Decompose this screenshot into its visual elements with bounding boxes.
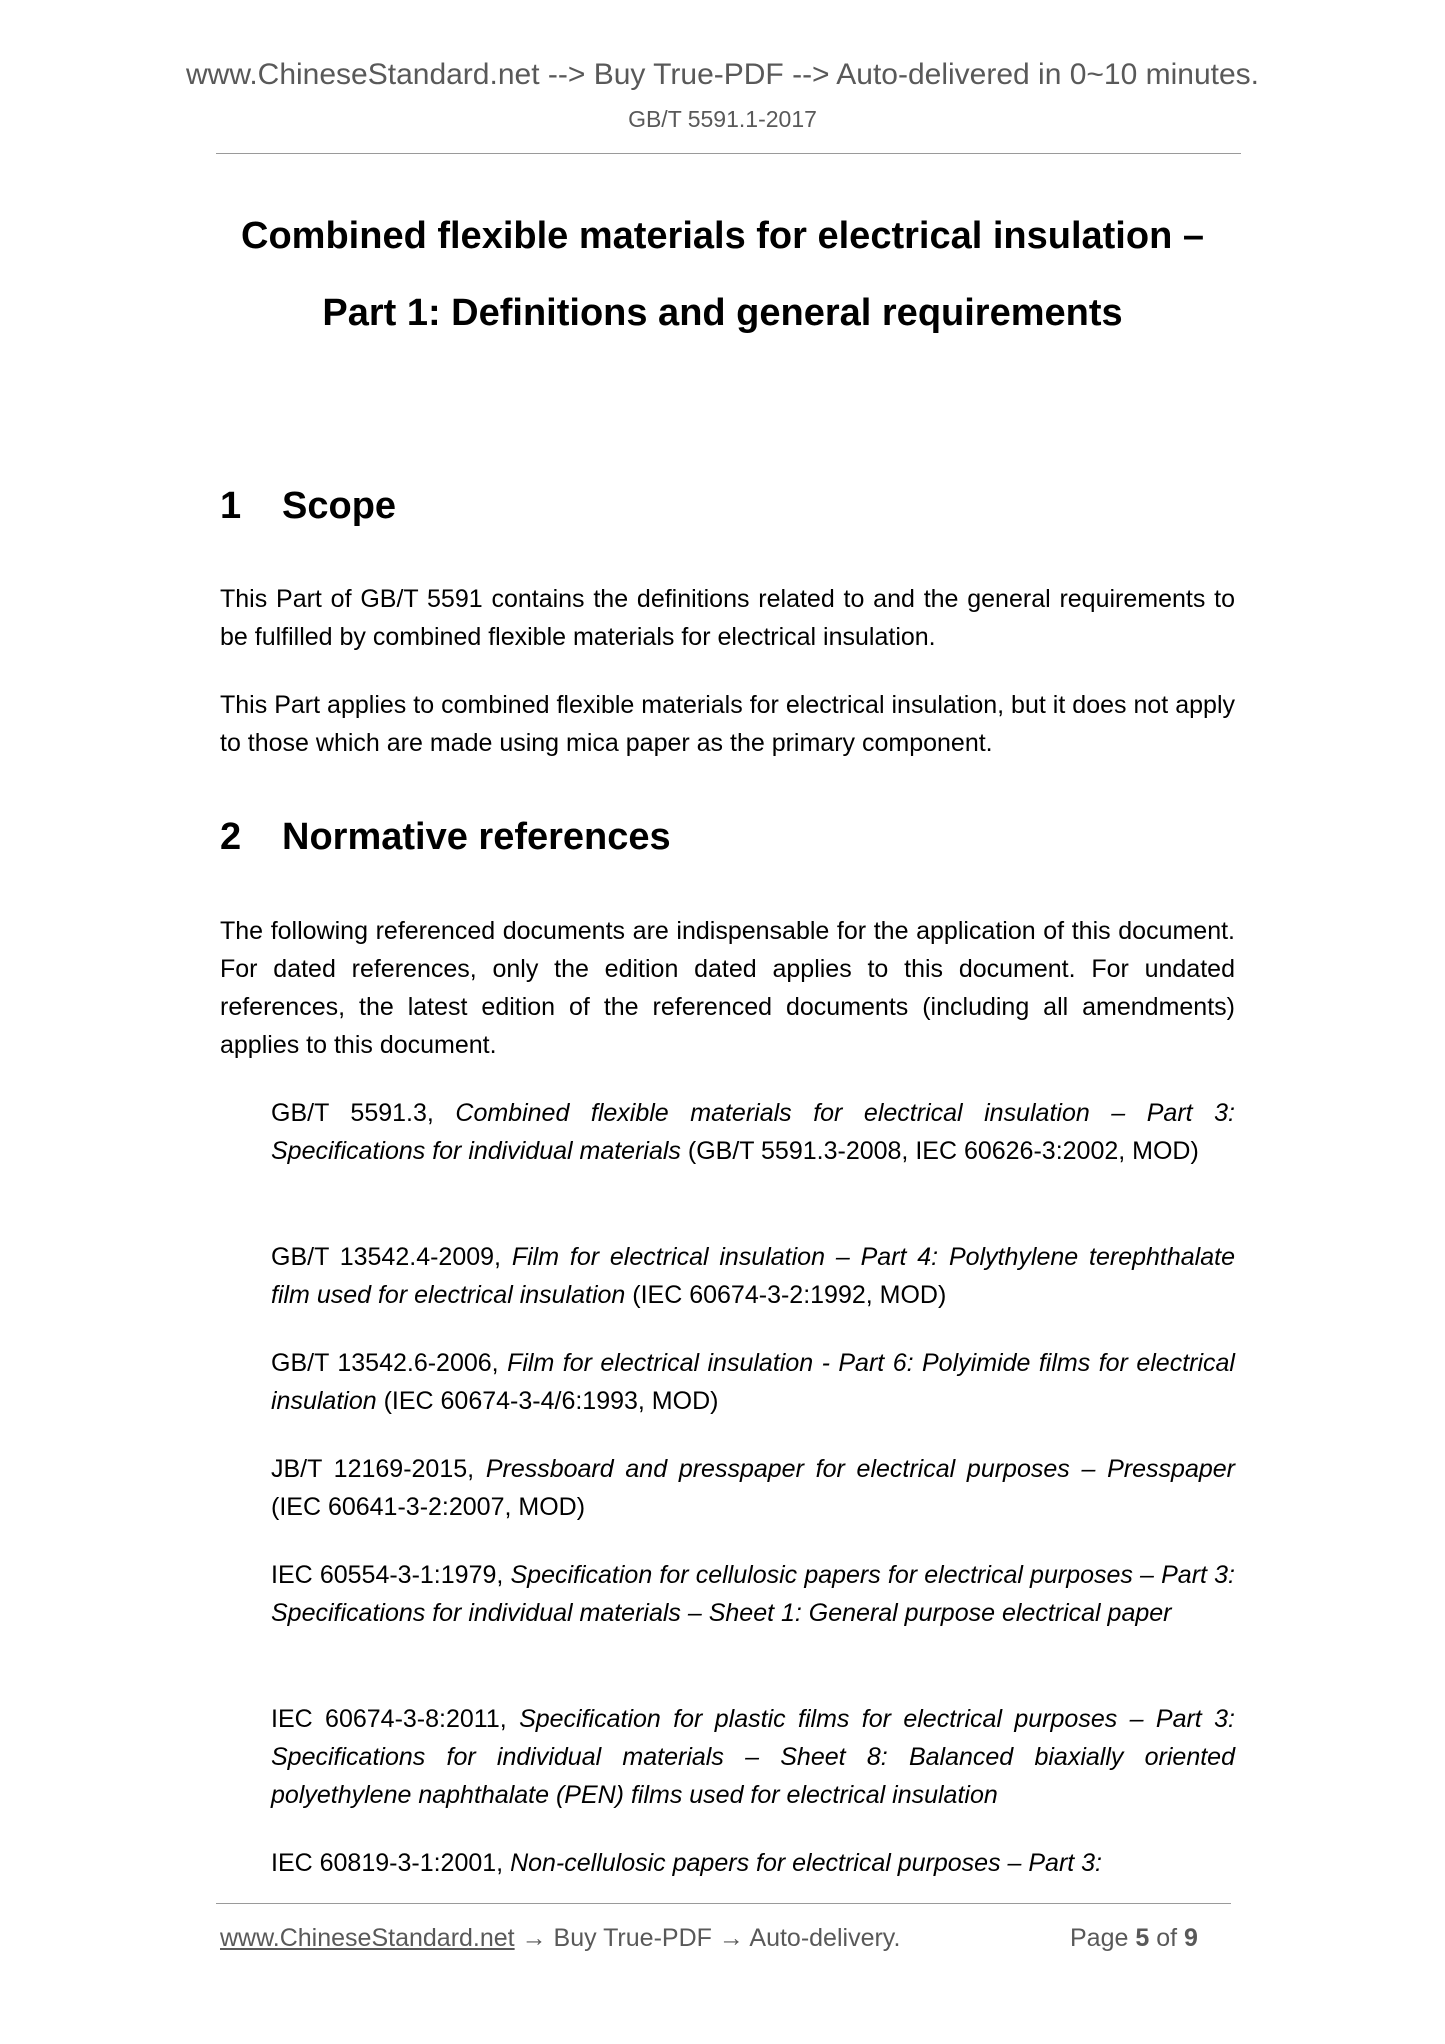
- section-heading-normative-references: [220, 816, 671, 859]
- reference-item: [271, 1556, 1235, 1632]
- header-divider: [216, 153, 1241, 154]
- reference-code: GB/T 5591.3,: [271, 1099, 456, 1127]
- reference-code: IEC 60674-3-8:2011,: [271, 1705, 520, 1733]
- page-label: Page: [1070, 1924, 1136, 1952]
- reference-title: Specification for plastic films for electrical purposes – Part 3: Specifications for individual materials – Sheet 8: Balanced biaxially oriented polyethylene naphthalate (PEN) films used for electrical insulation: [271, 1705, 1235, 1809]
- page-current: 5: [1135, 1924, 1150, 1952]
- section-title: Scope: [282, 485, 397, 527]
- reference-note: (IEC 60641-3-2:2007, MOD): [271, 1493, 586, 1521]
- reference-code: IEC 60819-3-1:2001,: [271, 1849, 511, 1877]
- header-banner: www.ChineseStandard.net --> Buy True-PDF --> Auto-delivered in 0~10 minutes.: [185, 58, 1260, 91]
- page-of-label: of: [1149, 1924, 1184, 1952]
- document-title-line1: Combined flexible materials for electrical insulation –: [241, 215, 1204, 257]
- scope-paragraph-2: This Part applies to combined flexible materials for electrical insulation, but it does not apply to those which are made using mica paper as the primary component.: [220, 691, 1235, 757]
- reference-item: [271, 1238, 1235, 1314]
- reference-code: GB/T 13542.4-2009,: [271, 1243, 512, 1271]
- footer-promo: [220, 1924, 900, 1953]
- scope-paragraph-1: This Part of GB/T 5591 contains the definitions related to and the general requirements to be fulfilled by combined flexible materials for electrical insulation.: [220, 585, 1235, 651]
- reference-item: [271, 1344, 1235, 1420]
- page-indicator: [1070, 1924, 1198, 1953]
- reference-note: (GB/T 5591.3-2008, IEC 60626-3:2002, MOD): [680, 1137, 1199, 1165]
- reference-title: Specification for cellulosic papers for electrical purposes – Part 3: Specifications for individual materials – Sheet 1: General purpose electrical paper: [271, 1561, 1235, 1627]
- reference-code: IEC 60554-3-1:1979,: [271, 1561, 511, 1589]
- reference-title: Non-cellulosic papers for electrical purposes – Part 3:: [510, 1849, 1103, 1877]
- reference-item: [271, 1844, 1235, 1882]
- reference-title: Combined flexible materials for electrical insulation – Part 3: Specifications for individual materials: [271, 1099, 1235, 1165]
- footer-site-link[interactable]: www.ChineseStandard.net: [220, 1924, 515, 1952]
- reference-item: [271, 1094, 1235, 1170]
- footer-divider: [216, 1903, 1231, 1904]
- reference-note: (IEC 60674-3-2:1992, MOD): [625, 1281, 947, 1309]
- normative-intro-paragraph: The following referenced documents are indispensable for the application of this document. For dated references, only the edition dated applies to this document. For undated references, the latest edition of the referenced documents (including all amendments) applies to this document.: [220, 917, 1235, 1059]
- reference-item: [271, 1700, 1235, 1814]
- document-title-line2: Part 1: Definitions and general requirements: [322, 292, 1123, 334]
- reference-code: GB/T 13542.6-2006,: [271, 1349, 508, 1377]
- page-total: 9: [1184, 1924, 1198, 1952]
- document-code: GB/T 5591.1-2017: [628, 106, 817, 132]
- reference-note: (IEC 60674-3-4/6:1993, MOD): [376, 1387, 719, 1415]
- section-title: Normative references: [282, 816, 671, 858]
- section-heading-scope: [220, 485, 396, 528]
- footer-promo-text: → Buy True-PDF → Auto-delivery.: [514, 1924, 901, 1952]
- reference-title: Pressboard and presspaper for electrical purposes – Presspaper: [485, 1455, 1235, 1483]
- reference-item: [271, 1450, 1235, 1526]
- reference-title: Film for electrical insulation - Part 6: Polyimide films for electrical insulation: [271, 1349, 1235, 1415]
- reference-title: Film for electrical insulation – Part 4: Polythylene terephthalate film used for electrical insulation: [271, 1243, 1235, 1309]
- reference-code: JB/T 12169-2015,: [271, 1455, 486, 1483]
- section-number: 1: [220, 485, 242, 527]
- section-number: 2: [220, 816, 242, 858]
